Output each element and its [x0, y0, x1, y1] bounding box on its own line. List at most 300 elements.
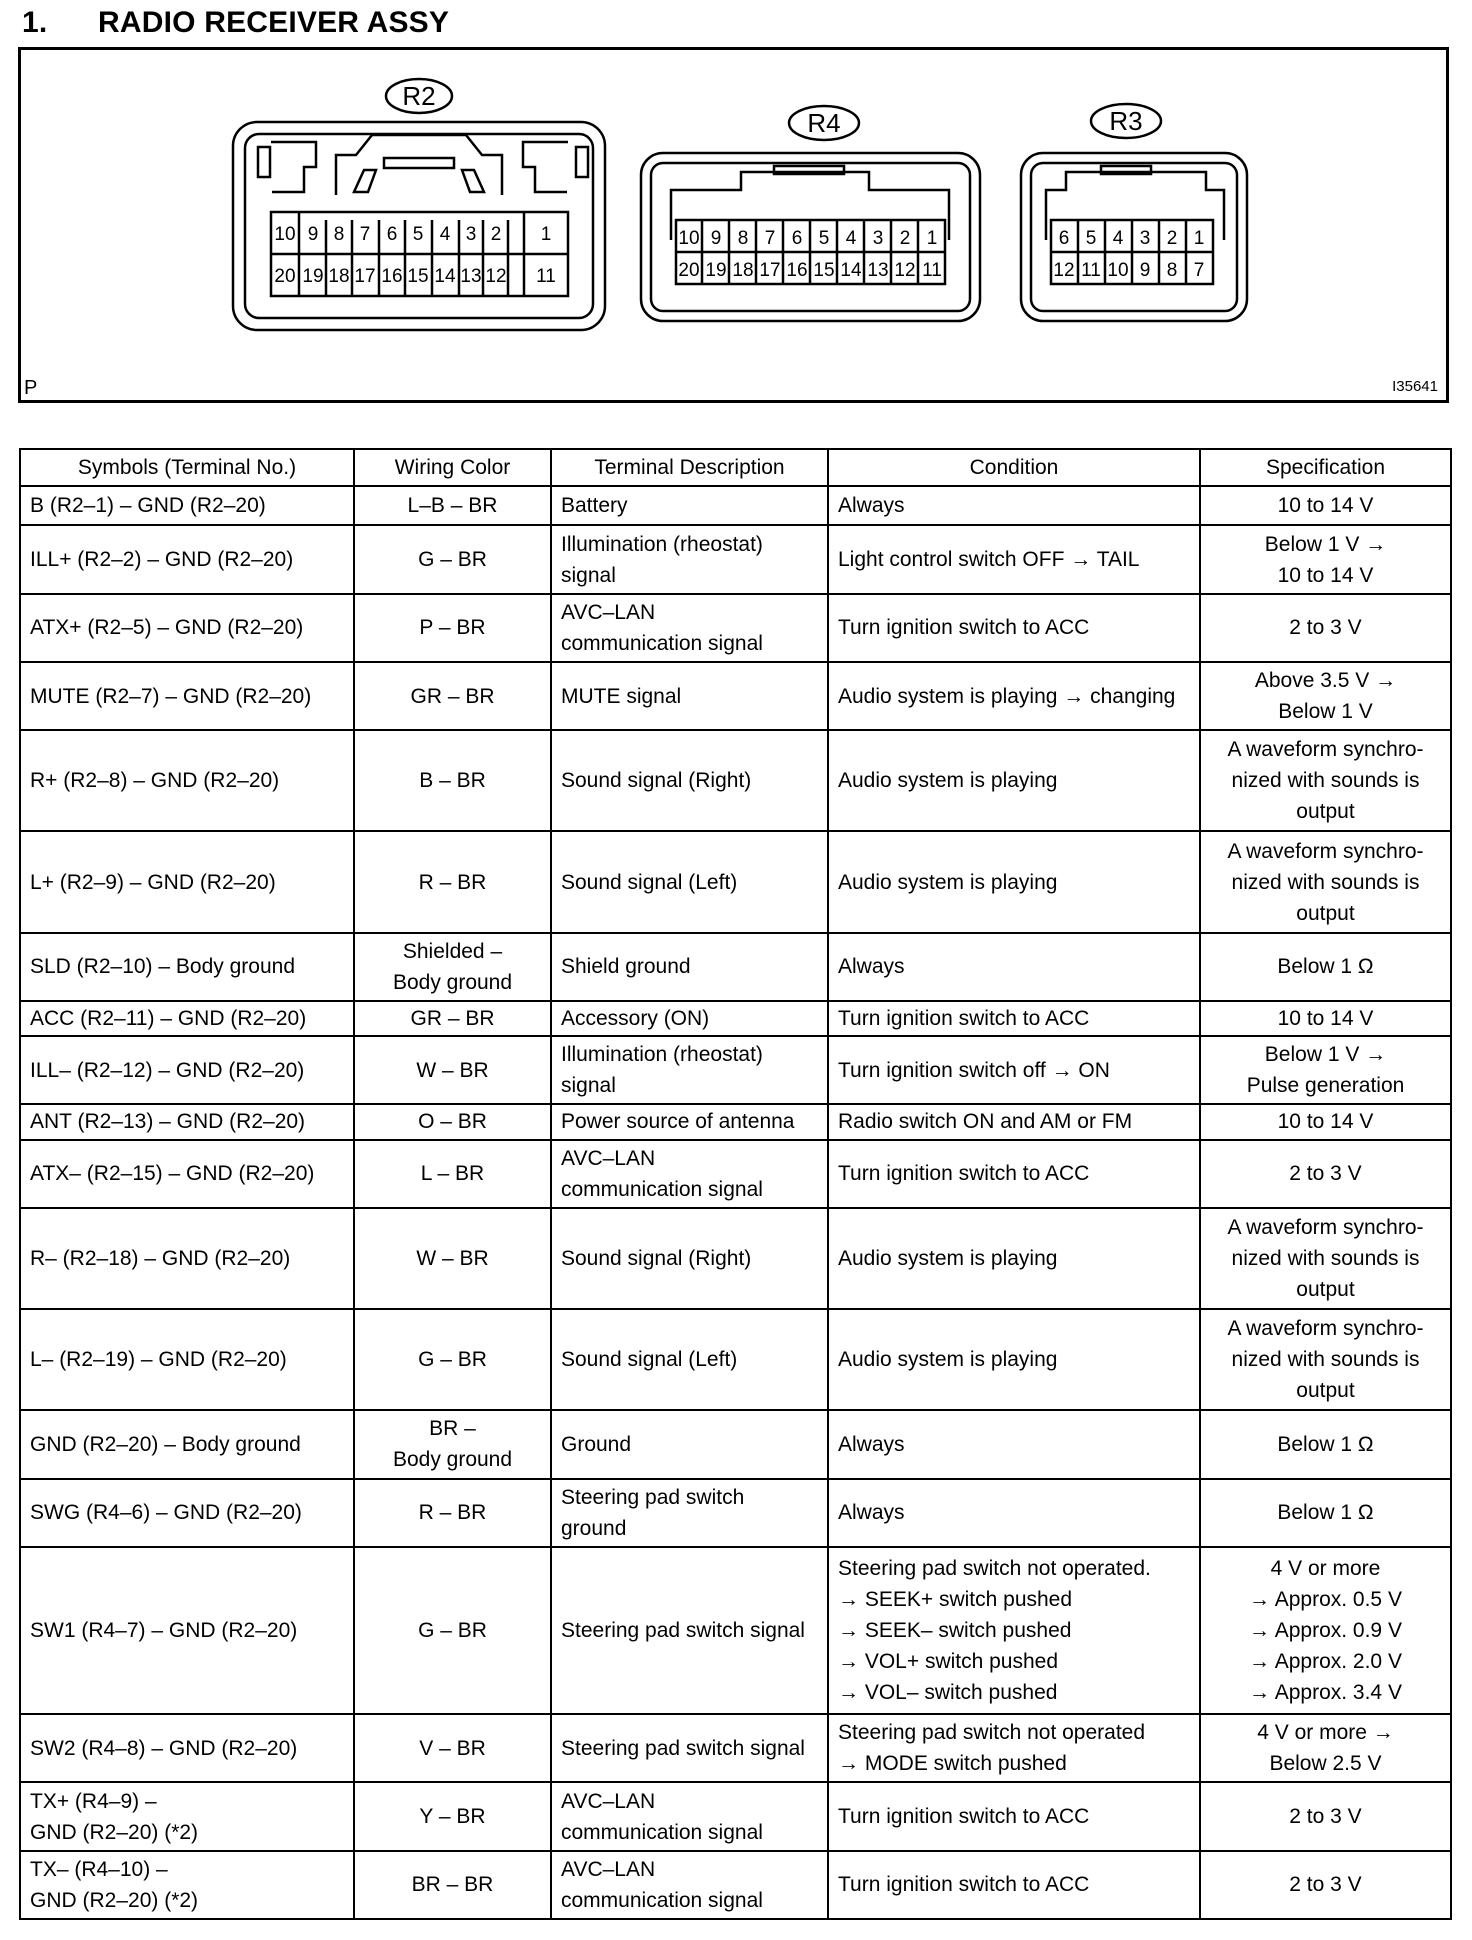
cell-specification [1200, 1001, 1451, 1036]
cell-symbol [20, 1036, 354, 1104]
cell-terminal-description [551, 1410, 828, 1478]
cell-line: 2 to 3 V [1289, 1162, 1362, 1186]
table-row [20, 1851, 1451, 1919]
header-wiring-color: Wiring Color [354, 449, 551, 486]
cell-symbol [20, 1410, 354, 1478]
connector-figure [18, 47, 1449, 403]
cell-line: → MODE switch pushed [838, 1752, 1067, 1776]
pin-number: 20 [678, 260, 700, 281]
table-row [20, 525, 1451, 593]
cell-wiring-color [354, 831, 551, 932]
cell-condition [828, 594, 1200, 662]
cell-line: Battery [561, 494, 628, 518]
cell-line: communication signal [561, 1888, 763, 1912]
cell-terminal-description [551, 730, 828, 831]
pin-number: 11 [536, 266, 556, 287]
cell-line: Steering pad switch signal [561, 1736, 805, 1760]
cell-symbol [20, 662, 354, 730]
cell-line: output [1296, 1379, 1355, 1403]
cell-line: Below 1 V → [1264, 1043, 1387, 1067]
cell-line: AVC–LAN [561, 600, 656, 624]
r2-right-latch [523, 142, 568, 192]
pin-number: 6 [791, 228, 803, 249]
r2-side-slots [258, 147, 588, 177]
r4-connector-label: R4 [807, 108, 841, 138]
cell-wiring-color [354, 1714, 551, 1782]
cell-line: GR – BR [410, 684, 495, 708]
cell-line: Steering pad switch not operated [838, 1721, 1146, 1745]
cell-line: Sound signal (Left) [561, 1348, 738, 1372]
table-header [20, 449, 1451, 486]
cell-condition [828, 1547, 1200, 1714]
pin-number: 14 [840, 260, 862, 281]
cell-line: Always [838, 955, 905, 979]
cell-condition [828, 1851, 1200, 1919]
cell-line: O – BR [418, 1110, 487, 1134]
cell-wiring-color [354, 1104, 551, 1139]
cell-terminal-description [551, 525, 828, 593]
cell-line: signal [561, 1074, 616, 1098]
r2-key-bar [384, 158, 454, 168]
cell-line: Body ground [392, 970, 513, 994]
cell-specification [1200, 831, 1451, 932]
cell-line: 2 to 3 V [1289, 1873, 1362, 1897]
connector-r3 [1021, 104, 1247, 321]
cell-wiring-color [354, 486, 551, 525]
cell-line: ILL+ (R2–2) – GND (R2–20) [30, 548, 294, 572]
cell-line: G – BR [418, 1618, 487, 1642]
cell-line: Shielded – [402, 939, 503, 963]
pin-number: 11 [1081, 260, 1101, 281]
cell-line: Below 1 Ω [1277, 1432, 1374, 1456]
pin-number: 14 [434, 266, 456, 287]
pin-number: 9 [710, 228, 722, 249]
cell-line: Audio system is playing [838, 1246, 1058, 1270]
cell-symbol [20, 1309, 354, 1410]
cell-line: nized with sounds is [1231, 769, 1420, 793]
cell-line: Turn ignition switch off → ON [838, 1058, 1110, 1082]
cell-line: Above 3.5 V → [1254, 669, 1397, 693]
pin-number: 1 [540, 224, 552, 245]
cell-condition [828, 730, 1200, 831]
cell-line: communication signal [561, 631, 763, 655]
pin-number: 6 [1058, 228, 1070, 249]
cell-condition [828, 1479, 1200, 1547]
pin-number: 2 [490, 224, 502, 245]
cell-line: Illumination (rheostat) [561, 1043, 763, 1067]
cell-terminal-description [551, 933, 828, 1001]
cell-line: 2 to 3 V [1289, 1805, 1362, 1829]
cell-wiring-color [354, 730, 551, 831]
cell-terminal-description [551, 1547, 828, 1714]
cell-condition [828, 525, 1200, 593]
cell-specification [1200, 1714, 1451, 1782]
table-row [20, 662, 1451, 730]
cell-specification [1200, 1309, 1451, 1410]
cell-line: Steering pad switch signal [561, 1618, 805, 1642]
cell-line: → Approx. 3.4 V [1249, 1680, 1402, 1704]
header-condition: Condition [828, 449, 1200, 486]
cell-line: signal [561, 563, 616, 587]
cell-terminal-description [551, 831, 828, 932]
pin-number: 7 [1193, 260, 1205, 281]
table-row [20, 1479, 1451, 1547]
pin-number: 3 [465, 224, 477, 245]
cell-line: L– (R2–19) – GND (R2–20) [30, 1348, 287, 1372]
cell-line: R – BR [418, 1501, 487, 1525]
table-row [20, 831, 1451, 932]
cell-line: Ground [561, 1432, 632, 1456]
cell-terminal-description [551, 594, 828, 662]
cell-line: SLD (R2–10) – Body ground [30, 955, 295, 979]
connector-r4 [641, 106, 980, 321]
cell-line: W – BR [416, 1058, 489, 1082]
cell-line: Turn ignition switch to ACC [838, 1805, 1090, 1829]
cell-line: → Approx. 0.9 V [1249, 1618, 1402, 1642]
cell-line: A waveform synchro- [1227, 738, 1424, 762]
cell-symbol [20, 1851, 354, 1919]
pin-number: 10 [274, 224, 296, 245]
pin-number: 8 [737, 228, 749, 249]
cell-line: Steering pad switch [561, 1485, 745, 1509]
cell-line: → SEEK– switch pushed [838, 1618, 1072, 1642]
pin-number: 5 [1085, 228, 1097, 249]
cell-line: Below 2.5 V [1269, 1752, 1382, 1776]
cell-line: AVC–LAN [561, 1789, 656, 1813]
pin-number: 5 [818, 228, 830, 249]
cell-symbol [20, 933, 354, 1001]
cell-terminal-description [551, 1140, 828, 1208]
cell-condition [828, 1104, 1200, 1139]
cell-line: G – BR [418, 548, 487, 572]
cell-specification [1200, 1036, 1451, 1104]
table-row [20, 1140, 1451, 1208]
pin-number: 7 [359, 224, 371, 245]
cell-specification [1200, 933, 1451, 1001]
table-row [20, 933, 1451, 1001]
cell-line: ILL– (R2–12) – GND (R2–20) [30, 1058, 305, 1082]
cell-line: B (R2–1) – GND (R2–20) [30, 494, 266, 518]
cell-specification [1200, 1140, 1451, 1208]
pin-number: 18 [732, 260, 754, 281]
cell-line: 10 to 14 V [1277, 1007, 1374, 1031]
pin-number: 15 [407, 266, 429, 287]
table-row [20, 1309, 1451, 1410]
cell-terminal-description [551, 1208, 828, 1309]
table-row [20, 1547, 1451, 1714]
cell-symbol [20, 1547, 354, 1714]
cell-line: Below 1 Ω [1277, 1501, 1374, 1525]
pin-number: 15 [813, 260, 835, 281]
pin-number: 13 [867, 260, 889, 281]
cell-line: Below 1 Ω [1277, 955, 1374, 979]
r2-left-latch [271, 142, 316, 192]
cell-line: Accessory (ON) [561, 1007, 710, 1031]
cell-line: ATX+ (R2–5) – GND (R2–20) [30, 616, 304, 640]
table-row [20, 1782, 1451, 1850]
pin-number: 20 [274, 266, 296, 287]
cell-line: SWG (R4–6) – GND (R2–20) [30, 1501, 302, 1525]
cell-line: GND (R2–20) – Body ground [30, 1432, 301, 1456]
cell-line: Turn ignition switch to ACC [838, 1873, 1090, 1897]
cell-specification [1200, 662, 1451, 730]
cell-specification [1200, 730, 1451, 831]
cell-symbol [20, 1479, 354, 1547]
cell-line: Sound signal (Right) [561, 769, 752, 793]
header-specification: Specification [1200, 449, 1451, 486]
cell-line: Turn ignition switch to ACC [838, 1007, 1090, 1031]
cell-condition [828, 1714, 1200, 1782]
cell-terminal-description [551, 1036, 828, 1104]
cell-symbol [20, 730, 354, 831]
pin-number: 4 [845, 228, 857, 249]
section-number: 1. [22, 6, 48, 39]
cell-specification [1200, 594, 1451, 662]
cell-terminal-description [551, 662, 828, 730]
r2-connector-label: R2 [402, 81, 436, 111]
pin-number: 9 [1139, 260, 1151, 281]
cell-line: L–B – BR [407, 494, 498, 518]
cell-terminal-description [551, 1851, 828, 1919]
cell-terminal-description [551, 1714, 828, 1782]
cell-line: output [1296, 1277, 1355, 1301]
cell-line: → SEEK+ switch pushed [838, 1587, 1073, 1611]
r3-key-bar [1101, 166, 1151, 174]
cell-line: → Approx. 2.0 V [1249, 1649, 1402, 1673]
pin-number: 7 [764, 228, 776, 249]
cell-line: R – BR [418, 870, 487, 894]
cell-line: Audio system is playing [838, 870, 1058, 894]
cell-line: Below 1 V [1278, 700, 1373, 724]
cell-line: Shield ground [561, 955, 691, 979]
pin-number: 6 [386, 224, 398, 245]
cell-line: Turn ignition switch to ACC [838, 1162, 1090, 1186]
cell-line: → VOL+ switch pushed [838, 1649, 1059, 1673]
cell-line: → Approx. 0.5 V [1249, 1587, 1402, 1611]
table-row [20, 1208, 1451, 1309]
table-row [20, 1714, 1451, 1782]
connector-r2 [233, 79, 605, 330]
table-row [20, 1104, 1451, 1139]
cell-line: Power source of antenna [561, 1110, 795, 1134]
table-row [20, 594, 1451, 662]
cell-line: Sound signal (Right) [561, 1246, 752, 1270]
pin-number: 1 [926, 228, 938, 249]
pin-number: 16 [786, 260, 808, 281]
cell-line: A waveform synchro- [1227, 1215, 1424, 1239]
cell-symbol [20, 486, 354, 525]
cell-wiring-color [354, 1782, 551, 1850]
pin-number: 3 [872, 228, 884, 249]
cell-condition [828, 1036, 1200, 1104]
pin-number: 4 [439, 224, 451, 245]
pin-number: 19 [705, 260, 727, 281]
cell-line: Audio system is playing → changing [838, 684, 1176, 708]
cell-condition [828, 662, 1200, 730]
cell-line: AVC–LAN [561, 1857, 656, 1881]
cell-wiring-color [354, 594, 551, 662]
cell-line: 4 V or more [1270, 1556, 1381, 1580]
cell-line: Sound signal (Left) [561, 870, 738, 894]
cell-wiring-color [354, 525, 551, 593]
section-title: RADIO RECEIVER ASSY [98, 6, 450, 39]
cell-terminal-description [551, 1782, 828, 1850]
cell-condition [828, 1309, 1200, 1410]
pin-number: 12 [894, 260, 916, 281]
cell-wiring-color [354, 933, 551, 1001]
cell-terminal-description [551, 1104, 828, 1139]
cell-condition [828, 1001, 1200, 1036]
cell-wiring-color [354, 1410, 551, 1478]
cell-line: 10 to 14 V [1277, 1110, 1374, 1134]
cell-line: Pulse generation [1246, 1074, 1405, 1098]
header-terminal-description: Terminal Description [551, 449, 828, 486]
cell-line: Light control switch OFF → TAIL [838, 548, 1140, 572]
figure-corner-label: P [24, 377, 38, 399]
pin-number: 19 [302, 266, 324, 287]
pin-number: 11 [922, 260, 942, 281]
terminal-spec-table [19, 448, 1452, 1920]
pin-number: 12 [1053, 260, 1075, 281]
pin-number: 17 [759, 260, 781, 281]
cell-specification [1200, 1104, 1451, 1139]
cell-specification [1200, 1782, 1451, 1850]
cell-wiring-color [354, 1851, 551, 1919]
cell-line: Always [838, 1432, 905, 1456]
cell-wiring-color [354, 1547, 551, 1714]
cell-line: Audio system is playing [838, 1348, 1058, 1372]
cell-line: W – BR [416, 1246, 489, 1270]
cell-line: SW2 (R4–8) – GND (R2–20) [30, 1736, 298, 1760]
cell-wiring-color [354, 1140, 551, 1208]
cell-line: AVC–LAN [561, 1146, 656, 1170]
pin-number: 1 [1193, 228, 1205, 249]
cell-specification [1200, 1479, 1451, 1547]
cell-condition [828, 933, 1200, 1001]
cell-specification [1200, 1410, 1451, 1478]
cell-line: L – BR [420, 1162, 485, 1186]
cell-line: L+ (R2–9) – GND (R2–20) [30, 870, 276, 894]
cell-condition [828, 1410, 1200, 1478]
cell-symbol [20, 1208, 354, 1309]
r3-connector-label: R3 [1109, 106, 1143, 136]
pin-number: 2 [1166, 228, 1178, 249]
r4-key-bar [774, 166, 844, 174]
cell-line: A waveform synchro- [1227, 1317, 1424, 1341]
cell-wiring-color [354, 662, 551, 730]
cell-line: Body ground [392, 1448, 513, 1472]
table-row [20, 1001, 1451, 1036]
r2-top-key [336, 135, 502, 195]
cell-line: BR – [429, 1417, 476, 1441]
cell-specification [1200, 1547, 1451, 1714]
cell-symbol [20, 1782, 354, 1850]
cell-line: P – BR [419, 616, 486, 640]
pin-number: 16 [381, 266, 403, 287]
cell-wiring-color [354, 1208, 551, 1309]
cell-line: Audio system is playing [838, 769, 1058, 793]
header-symbols: Symbols (Terminal No.) [20, 449, 354, 486]
cell-symbol [20, 1104, 354, 1139]
cell-line: 2 to 3 V [1289, 616, 1362, 640]
cell-symbol [20, 525, 354, 593]
cell-terminal-description [551, 486, 828, 525]
cell-line: GR – BR [410, 1007, 495, 1031]
connector-diagram [21, 50, 1446, 400]
cell-line: ACC (R2–11) – GND (R2–20) [30, 1007, 307, 1031]
cell-line: G – BR [418, 1348, 487, 1372]
pin-number: 8 [333, 224, 345, 245]
cell-line: output [1296, 901, 1355, 925]
cell-line: R– (R2–18) – GND (R2–20) [30, 1246, 291, 1270]
cell-line: output [1296, 800, 1355, 824]
cell-line: B – BR [419, 769, 486, 793]
cell-specification [1200, 486, 1451, 525]
section-heading [22, 6, 449, 40]
figure-id: I35641 [1392, 378, 1438, 395]
table-row [20, 1036, 1451, 1104]
r2-key-wedges [354, 170, 484, 192]
cell-line: SW1 (R4–7) – GND (R2–20) [30, 1618, 298, 1642]
cell-line: ground [561, 1516, 627, 1540]
cell-line: ANT (R2–13) – GND (R2–20) [30, 1110, 306, 1134]
cell-condition [828, 831, 1200, 932]
cell-line: Always [838, 1501, 905, 1525]
cell-line: Turn ignition switch to ACC [838, 616, 1090, 640]
cell-symbol [20, 594, 354, 662]
cell-line: Always [838, 494, 905, 518]
cell-line: Illumination (rheostat) [561, 532, 763, 556]
cell-line: → VOL– switch pushed [838, 1680, 1058, 1704]
table-row [20, 730, 1451, 831]
pin-number: 10 [678, 228, 700, 249]
pin-number: 5 [412, 224, 424, 245]
pin-number: 9 [307, 224, 319, 245]
cell-terminal-description [551, 1001, 828, 1036]
cell-symbol [20, 831, 354, 932]
pin-number: 3 [1139, 228, 1151, 249]
pin-number: 18 [328, 266, 350, 287]
pin-number: 2 [899, 228, 911, 249]
cell-line: MUTE (R2–7) – GND (R2–20) [30, 684, 312, 708]
cell-condition [828, 1208, 1200, 1309]
cell-line: TX+ (R4–9) – [30, 1789, 157, 1813]
table-body [20, 486, 1451, 1919]
cell-line: R+ (R2–8) – GND (R2–20) [30, 769, 280, 793]
cell-terminal-description [551, 1479, 828, 1547]
cell-line: GND (R2–20) (*2) [30, 1820, 199, 1844]
cell-line: BR – BR [411, 1873, 494, 1897]
cell-condition [828, 1782, 1200, 1850]
cell-line: 10 to 14 V [1277, 494, 1374, 518]
cell-line: Radio switch ON and AM or FM [838, 1110, 1133, 1134]
cell-wiring-color [354, 1309, 551, 1410]
cell-line: nized with sounds is [1231, 1348, 1420, 1372]
pin-number: 4 [1112, 228, 1124, 249]
cell-symbol [20, 1140, 354, 1208]
cell-specification [1200, 1208, 1451, 1309]
table-row [20, 486, 1451, 525]
cell-line: 10 to 14 V [1277, 563, 1374, 587]
pin-number: 10 [1107, 260, 1129, 281]
cell-line: V – BR [419, 1736, 486, 1760]
pin-number: 13 [460, 266, 482, 287]
cell-wiring-color [354, 1001, 551, 1036]
pin-number: 12 [485, 266, 507, 287]
table-row [20, 1410, 1451, 1478]
cell-line: ATX– (R2–15) – GND (R2–20) [30, 1162, 315, 1186]
cell-line: communication signal [561, 1177, 763, 1201]
